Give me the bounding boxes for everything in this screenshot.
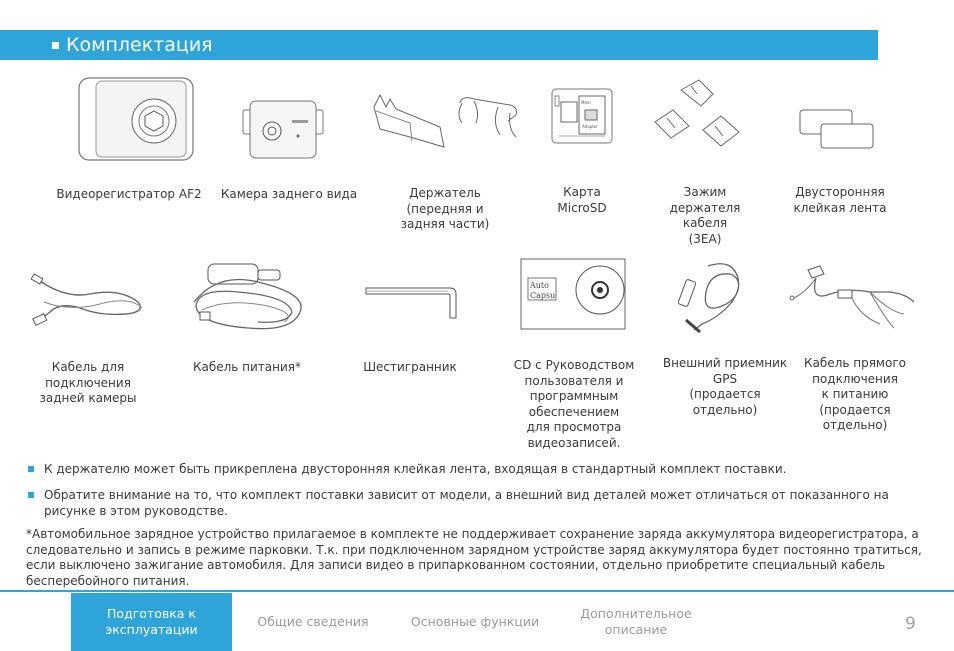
cable-clip-icon: [651, 76, 743, 148]
microsd-card-icon: [551, 88, 613, 144]
cd-label-bottom: Capsu: [530, 291, 556, 300]
cd-icon: [520, 258, 626, 330]
item-caption: Камера заднего вида: [220, 187, 358, 201]
cd-label-top: Auto: [530, 281, 549, 290]
power-cable-icon: [188, 262, 316, 338]
holder-icon: [370, 93, 520, 149]
item-caption: Кабель прямого подключения к питанию (продается отдельно): [804, 356, 906, 432]
dashcam-icon: [78, 77, 194, 161]
header-bullet-icon: [52, 42, 59, 49]
adhesive-tape-icon: [799, 108, 875, 150]
item-caption: Держатель (передняя и задняя части): [400, 186, 490, 231]
item-caption: CD с Руководством пользователя и программным обеспечением для просмотра видеозаписей.: [513, 358, 635, 450]
note-bullet-icon: [28, 466, 34, 472]
hardwire-cable-icon: [790, 262, 920, 332]
rear-camera-icon: [242, 100, 324, 160]
microsd-label-bottom: Adapter: [582, 124, 598, 129]
item-caption: Видеорегистратор AF2: [56, 187, 202, 201]
microsd-label-top: Mem: [581, 100, 591, 105]
item-caption: Внешний приемник GPS (продается отдельно): [662, 356, 788, 417]
footnote: *Автомобильное зарядное устройство прилагаемое в комплекте не поддерживает сохранение заряда аккумулятора видеорегистратора, а следовательно и запись в режиме парковки. Т.к. при подключенном зарядном устройстве заряд аккумулятора будет постоянно тратиться, если выключено зажигание автомобиля. Для записи видео в припаркованном состоянии, отдельно приобретите специальный кабель бесперебойного питания.: [26, 527, 922, 588]
item-caption: Шестигранник: [363, 360, 457, 374]
gps-receiver-icon: [672, 258, 752, 338]
item-caption: Двусторонняя клейкая лента: [793, 185, 887, 215]
hex-key-icon: [364, 284, 464, 320]
item-caption: Зажим держателя кабеля (3EA): [669, 185, 741, 246]
item-caption: Карта MicroSD: [557, 185, 607, 215]
tab-general-info[interactable]: Общие сведения: [257, 614, 369, 629]
footer-divider: [0, 590, 954, 592]
section-title: Комплектация: [66, 34, 213, 56]
note-text: Обратите внимание на то, что комплект поставки зависит от модели, а внешний вид деталей может отличаться от показанного на рисунке в этом руководстве.: [44, 488, 889, 518]
item-caption: Кабель питания*: [192, 360, 302, 374]
note-text: К держателю может быть прикреплена двусторонняя клейкая лента, входящая в стандартный комплект поставки.: [44, 462, 787, 476]
tab-additional-description[interactable]: Дополнительное описание: [580, 606, 692, 637]
tab-preparation[interactable]: Подготовка к эксплуатации: [71, 593, 232, 651]
tab-main-functions[interactable]: Основные функции: [410, 614, 540, 629]
item-caption: Кабель для подключения задней камеры: [39, 360, 137, 405]
section-header: [0, 30, 878, 60]
page-number: 9: [905, 614, 916, 634]
rear-camera-cable-icon: [30, 272, 146, 332]
note-bullet-icon: [28, 492, 34, 498]
